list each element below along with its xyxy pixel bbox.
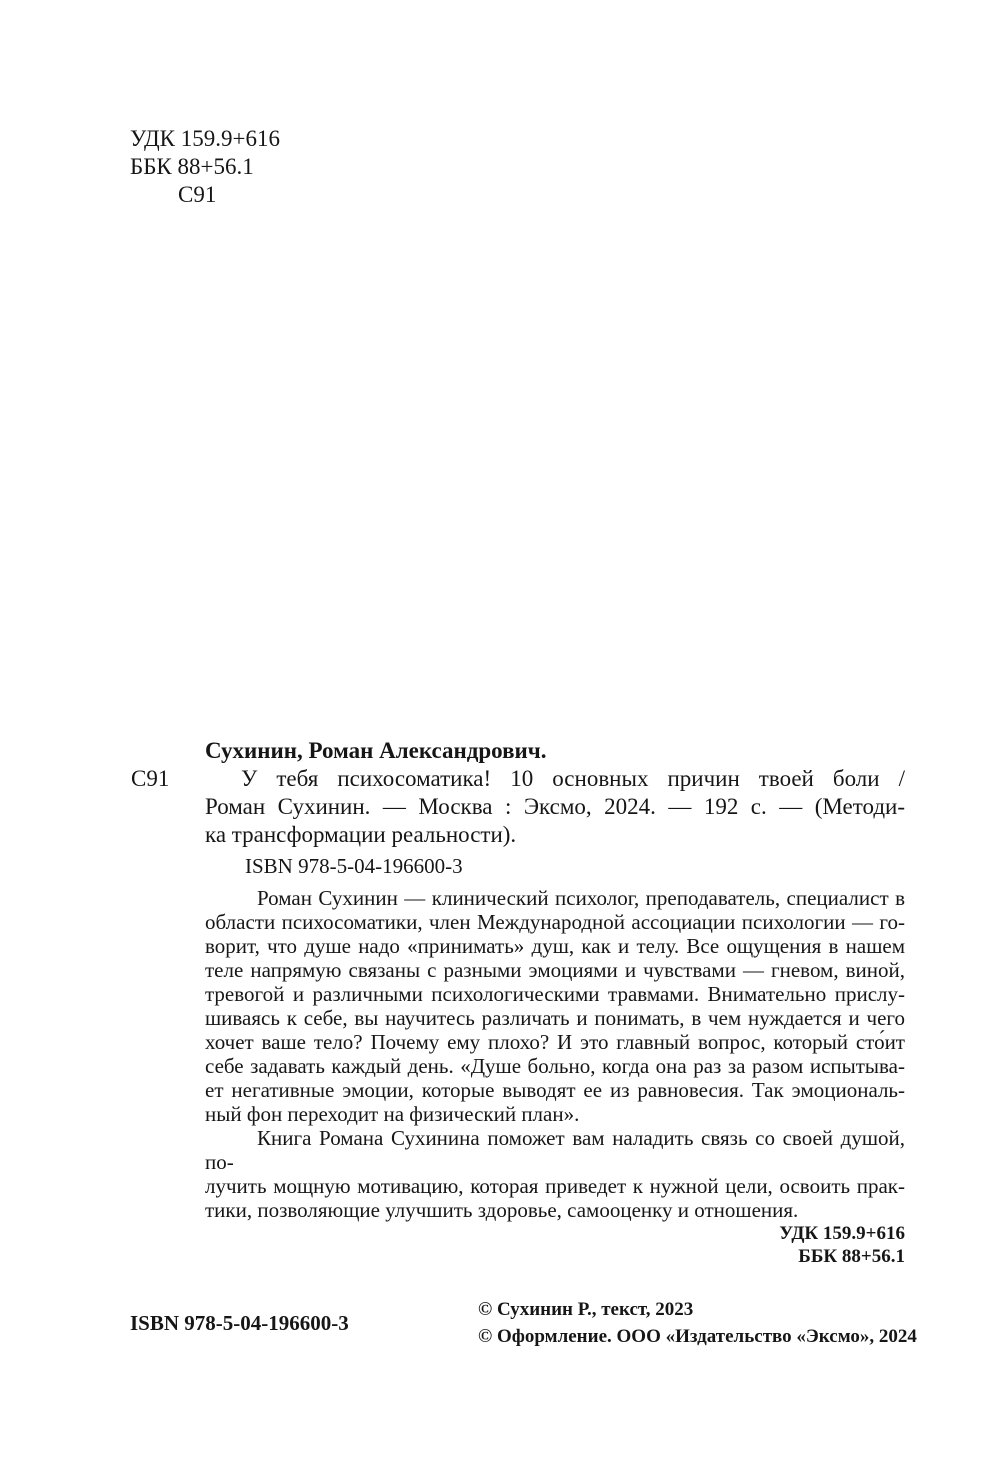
annotation-paragraph-1	[205, 886, 905, 1126]
annotation-block	[205, 886, 905, 1222]
catalog-isbn: ISBN 978-5-04-196600-3	[245, 854, 463, 878]
author-sign-margin: С91	[131, 766, 170, 791]
catalog-card	[131, 737, 905, 1268]
annotation-paragraph-2	[205, 1126, 905, 1222]
annotation-line: теле напрямую связаны с разными эмоциями и чувствами — гневом, виной,	[205, 958, 905, 982]
annotation-line: Роман Сухинин — клинический психолог, преподаватель, специалист в	[257, 886, 905, 910]
author-sign-top: С91	[178, 182, 217, 207]
annotation-line: тики, позволяющие улучшить здоровье, самооценку и отношения.	[205, 1198, 799, 1222]
copyright-block	[478, 1296, 917, 1350]
catalog-title-line: Роман Сухинин. — Москва : Эксмо, 2024. — 192 с. — (Методи-	[205, 794, 905, 819]
annotation-line: Книга Романа Сухинина поможет вам наладить связь со своей душой, по-	[205, 1126, 905, 1174]
catalog-title-line: ка трансформации реальности).	[205, 822, 517, 847]
annotation-line: шиваясь к себе, вы научитесь различать и понимать, в чем нуждается и чего	[205, 1006, 905, 1030]
catalog-author-line: Сухинин, Роман Александрович.	[205, 738, 547, 763]
top-codes-block	[130, 125, 280, 209]
bottom-codes-block	[205, 1222, 905, 1268]
copyright-text-line: © Сухинин Р., текст, 2023	[478, 1299, 694, 1320]
bottom-bbk-code: ББК 88+56.1	[798, 1246, 905, 1267]
copyright-design-line: © Оформление. ООО «Издательство «Эксмо», 2024	[478, 1326, 917, 1347]
bbk-code-top: ББК 88+56.1	[130, 154, 254, 179]
footer-isbn: ISBN 978-5-04-196600-3	[130, 1311, 349, 1335]
annotation-line: ный фон переходит на физический план».	[205, 1102, 580, 1126]
annotation-line: ворит, что душе надо «принимать» душ, как и телу. Все ощущения в нашем	[205, 934, 905, 958]
annotation-line: области психосоматики, член Международной ассоциации психологии — го-	[205, 910, 905, 934]
annotation-line: себе задавать каждый день. «Душе больно, когда она раз за разом испытыва-	[205, 1054, 905, 1078]
annotation-line: ет негативные эмоции, которые выводят ее из равновесия. Так эмоциональ-	[205, 1078, 905, 1102]
catalog-title-line: У тебя психосоматика! 10 основных причин твоей боли /	[241, 766, 905, 791]
bottom-udk-code: УДК 159.9+616	[779, 1223, 905, 1244]
annotation-line: тревогой и различными психологическими травмами. Внимательно прислу-	[205, 982, 905, 1006]
annotation-line: хочет ваше тело? Почему ему плохо? И это главный вопрос, который сто́ит	[205, 1030, 905, 1054]
annotation-line: лучить мощную мотивацию, которая приведет к нужной цели, освоить прак-	[205, 1174, 905, 1198]
udk-code-top: УДК 159.9+616	[130, 126, 280, 151]
